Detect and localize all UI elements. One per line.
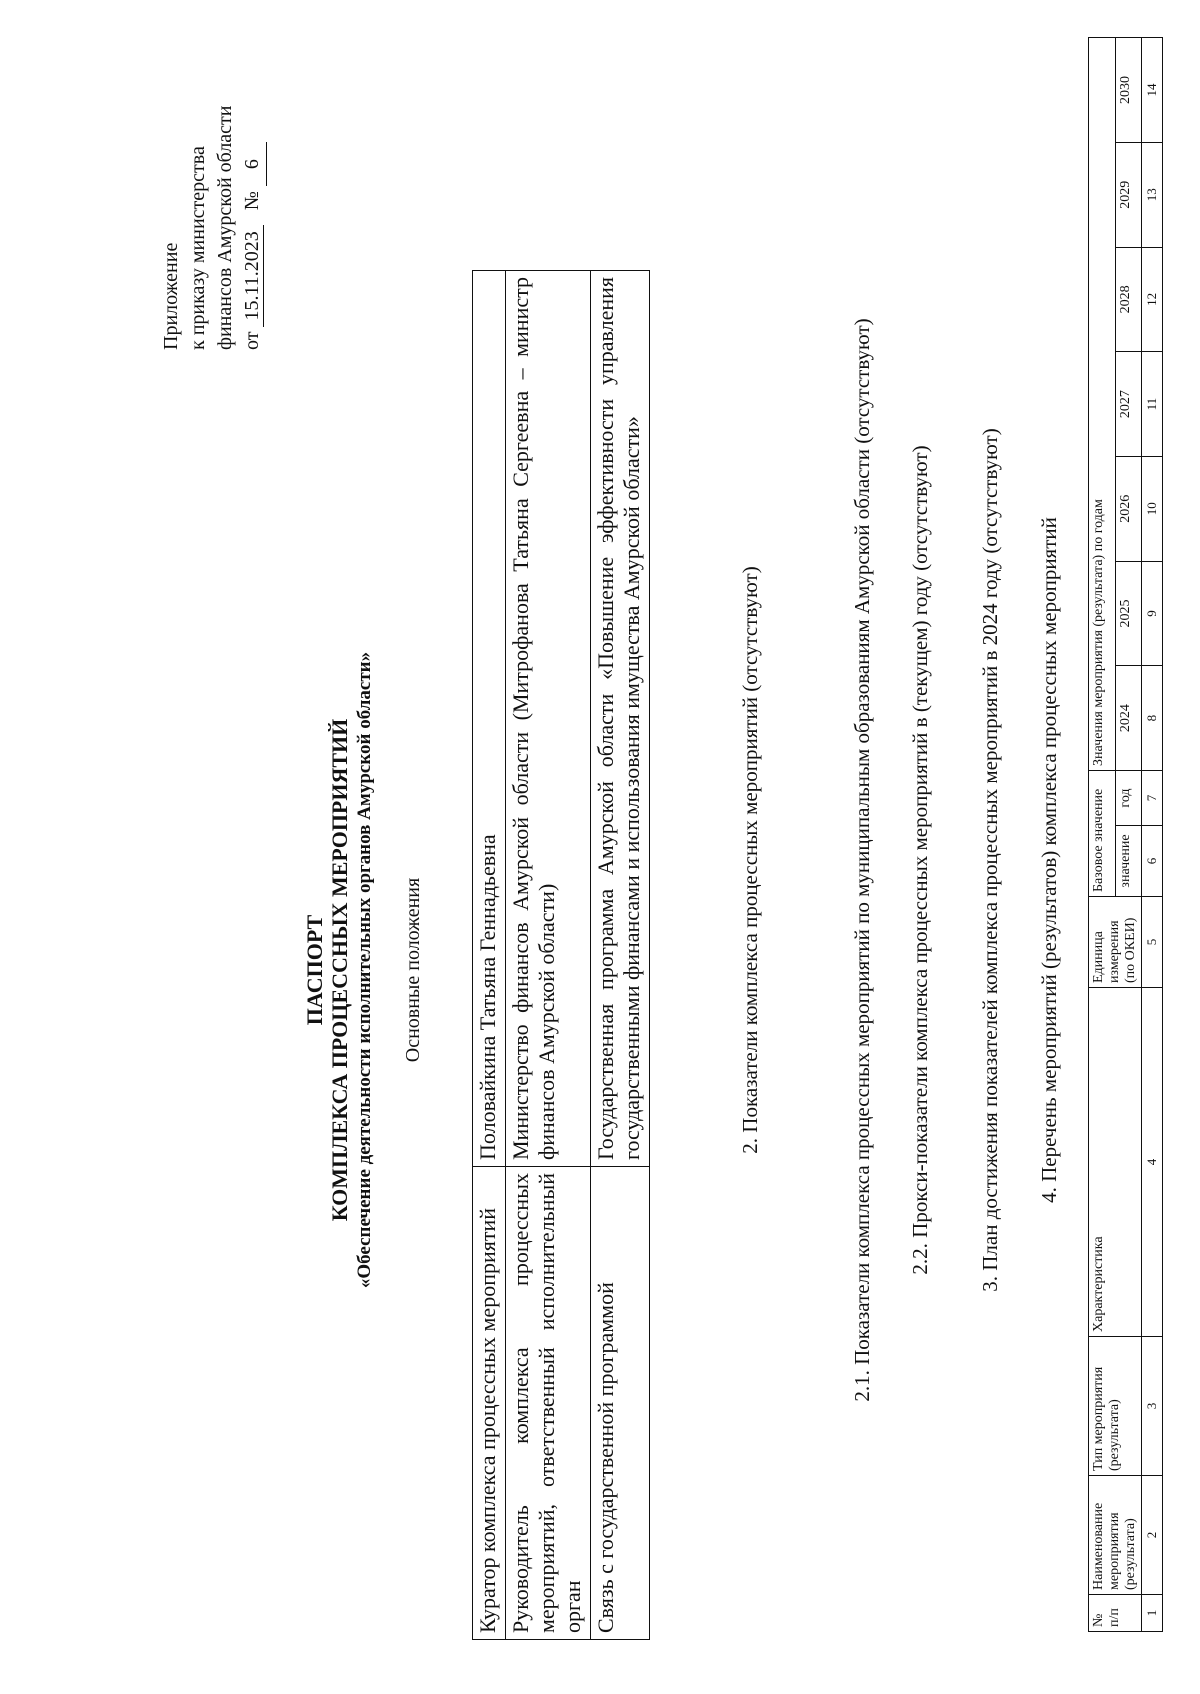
header-unit: Единица измерения (по ОКЕИ) [1089,897,1142,988]
table-cell-value: Половайкина Татьяна Геннадьевна [473,271,506,1167]
section-4-heading: 4. Перечень мероприятий (результатов) комплекса процессных мероприятий [1037,517,1061,1203]
section-3-heading: 3. План достижения показателей комплекса процессных мероприятий в 2024 году (отсутствуют) [978,428,1002,1292]
annex-line-1: Приложение [160,242,182,350]
header-year: 2025 [1115,561,1142,666]
document-title: ПАСПОРТ [302,914,327,1026]
header-year: 2026 [1115,456,1142,561]
column-number: 14 [1142,38,1163,143]
header-year: 2028 [1115,247,1142,352]
table-row [473,271,506,1640]
column-number: 6 [1142,826,1163,897]
title-block [302,260,425,1680]
annex-line-3: финансов Амурской области [214,105,236,350]
header-number: № п/п [1089,1595,1142,1632]
annex-line-2: к приказу министерства [187,146,209,350]
column-number: 5 [1142,897,1163,988]
column-number: 3 [1142,1337,1163,1476]
document-subtitle: КОМПЛЕКСА ПРОЦЕССНЫХ МЕРОПРИЯТИЙ [327,718,352,1222]
basic-provisions-table [472,270,650,1640]
table-row [506,271,591,1640]
table-header-row [1089,38,1116,1632]
section-2-heading: 2. Показатели комплекса процессных мероприятий (отсутствуют) [738,566,762,1154]
column-number: 4 [1142,988,1163,1337]
column-number: 2 [1142,1476,1163,1595]
column-number: 10 [1142,456,1163,561]
table-cell-value: Министерство финансов Амурской области (Митрофанова Татьяна Сергеевна – министр финансов Амурской области) [506,271,591,1167]
section-2-2-heading: 2.2. Прокси-показатели комплекса процессных мероприятий в (текущем) году (отсутствуют) [908,445,932,1275]
table-cell-label: Руководитель комплекса процессных мероприятий, ответственный исполнительный орган [506,1167,591,1640]
annex-number-label: № [241,191,263,211]
column-number: 11 [1142,352,1163,457]
annex-date: 15.11.2023 [241,225,264,326]
table-cell-label: Связь с государственной программой [591,1167,650,1640]
annex-line-4 [239,50,267,350]
document-program-name: «Обеспечение деятельности исполнительных органов Амурской области» [354,651,375,1289]
header-year: 2030 [1115,38,1142,143]
header-year: 2027 [1115,352,1142,457]
column-number: 9 [1142,561,1163,666]
table-row [591,271,650,1640]
header-values-by-year: Значения мероприятия (результата) по годам [1089,38,1116,771]
document-page [10,40,1170,1680]
header-base-year: год [1115,771,1142,826]
section-1-heading: Основные положения [402,877,424,1063]
header-year: 2029 [1115,142,1142,247]
column-number: 1 [1142,1595,1163,1632]
header-base: Базовое значение [1089,771,1116,897]
header-name: Наименование мероприятия (результата) [1089,1476,1142,1595]
annex-block [158,50,267,350]
annex-number: 6 [239,142,267,186]
column-number: 8 [1142,666,1163,771]
header-type: Тип мероприятия (результата) [1089,1337,1142,1476]
results-table [1088,37,1163,1632]
table-cell-label: Куратор комплекса процессных мероприятий [473,1167,506,1640]
column-number-row [1142,38,1163,1632]
table-cell-value: Государственная программа Амурской области «Повышение эффективности управления государственными финансами и использования имущества Амурской области» [591,271,650,1167]
column-number: 7 [1142,771,1163,826]
annex-from-label: от [241,331,263,350]
column-number: 12 [1142,247,1163,352]
header-year: 2024 [1115,666,1142,771]
section-2-1-heading: 2.1. Показатели комплекса процессных мероприятий по муниципальным образованиям Амурской области (отсутствуют) [850,318,874,1402]
column-number: 13 [1142,142,1163,247]
header-base-value: значение [1115,826,1142,897]
header-characteristic: Характеристика [1089,988,1142,1337]
